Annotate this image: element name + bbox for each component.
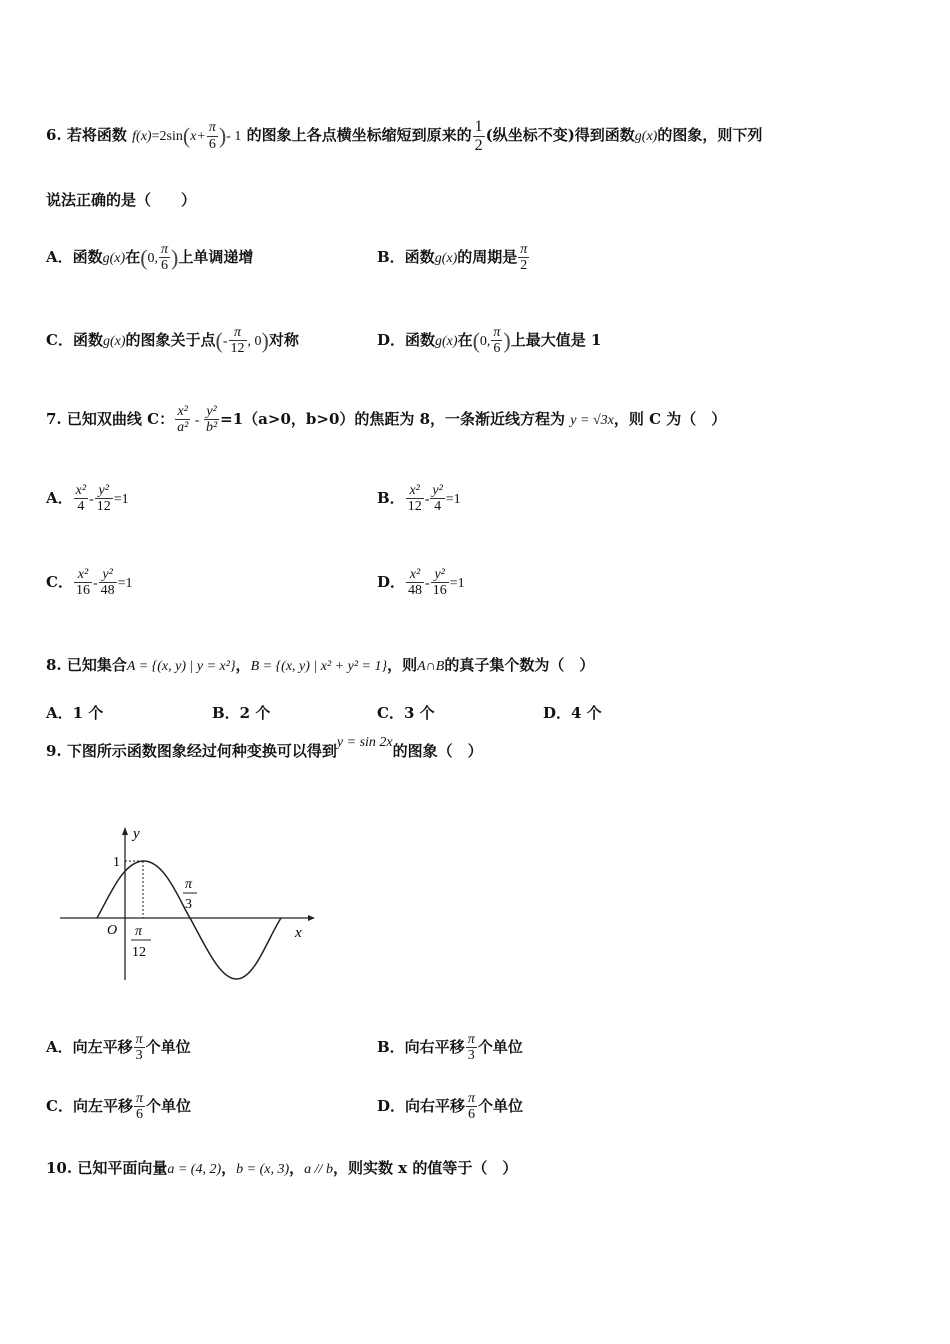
q9-stem: 9. 下图所示函数图象经过何种变换可以得到y = sin 2x的图象（ ）: [46, 735, 483, 760]
q10-parallel: a // b: [304, 1162, 333, 1177]
q6-after-half: (纵坐标不变)得到函数: [485, 126, 635, 145]
q6-option-d[interactable]: D．函数g(x)在(0, $\frac{\pi}{6}$ )上最大值是 1: [377, 325, 602, 357]
q6-g: g(x): [634, 129, 658, 145]
pi3-den: 3: [185, 897, 192, 912]
q7-stem: 7. 已知双曲线 C： $\frac{\text{x²}}{\text{a²}}$ - $\frac{\text{y²}}{\text{b²}}$ =1（a>0，b>0）的焦距为 8，一条渐近线方程为 y = √3x，则 C 为（ ）: [46, 404, 727, 436]
q8-option-b[interactable]: B．2 个: [212, 704, 271, 722]
one-label: 1: [113, 855, 120, 870]
q6-func-rhs: =2sin: [151, 129, 183, 145]
q6-func-lhs: f(x): [132, 129, 152, 145]
q8-option-d[interactable]: D．4 个: [543, 704, 602, 722]
q8-set-a: A = {(x, y) | y = x²}: [126, 659, 236, 674]
q6-end-text: 的图象，则下列: [657, 126, 763, 145]
q6-func-inner: x+: [190, 129, 206, 145]
q9-option-b[interactable]: B．向右平移 $\frac{\pi}{3}$ 个单位: [377, 1032, 523, 1064]
q9-option-c[interactable]: C．向左平移 $\frac{\pi}{6}$ 个单位: [46, 1091, 191, 1123]
q9-option-a[interactable]: A．向左平移 $\frac{\pi}{3}$ 个单位: [46, 1032, 191, 1064]
q7-option-b[interactable]: B． $\frac{\text{x²}}{12}$ - $\frac{\text{y²}}{4}$ =1: [377, 483, 461, 515]
q6-half-frac: $\frac{1}{2}$: [474, 118, 483, 154]
pi12-num: π: [135, 924, 143, 939]
q8-stem: 8. 已知集合A = {(x, y) | y = x²}，B = {(x, y) | x² + y² = 1}，则A∩B的真子集个数为（ ）: [46, 656, 595, 674]
q6-func-frac: $\frac{\pi}{6}$: [208, 120, 216, 152]
pi12-den: 12: [132, 945, 146, 960]
q6-mid-text: 的图象上各点横坐标缩短到原来的: [246, 126, 472, 145]
q8-intersection: A∩B: [417, 659, 445, 674]
q10-stem: 10. 已知平面向量a = (4, 2)，b = (x, 3)，a // b，则实数 x 的值等于（ ）: [46, 1159, 518, 1177]
origin-label: O: [107, 923, 118, 938]
q7-option-a[interactable]: A． $\frac{\text{x²}}{4}$ - $\frac{\text{y²}}{12}$ =1: [46, 483, 129, 515]
q8-option-c[interactable]: C．3 个: [377, 704, 435, 722]
q10-vector-b: b = (x, 3): [236, 1162, 290, 1177]
q6-intro: 若将函数: [66, 126, 127, 145]
q6-func-tail: - 1: [226, 129, 242, 145]
q7-option-c[interactable]: C． $\frac{\text{x²}}{16}$ - $\frac{\text{y²}}{48}$ =1: [46, 567, 133, 599]
q6-option-b[interactable]: B．函数g(x)的周期是 $\frac{\pi}{2}$: [377, 242, 528, 274]
y-axis-arrow: [122, 827, 128, 835]
q10-vector-a: a = (4, 2): [167, 1162, 222, 1177]
q6-number: 6.: [46, 126, 62, 145]
q9-sine-graph: [55, 820, 320, 990]
q6-line1: 6. 若将函数 f(x)=2sin(x+ $\frac{\pi}{6}$ )- 1 的图象上各点横坐标缩短到原来的 $\frac{1}{2}$ (纵坐标不变)得到函数g(x)的图象，则下列: [46, 118, 763, 154]
q8-set-b: B = {(x, y) | x² + y² = 1}: [250, 659, 388, 674]
q6-line2: 说法正确的是（ ）: [46, 191, 197, 209]
x-axis-arrow: [308, 915, 315, 921]
x-label: x: [295, 925, 302, 941]
q9-func: y = sin 2x: [336, 735, 393, 750]
q9-option-d[interactable]: D．向右平移 $\frac{\pi}{6}$ 个单位: [377, 1091, 524, 1123]
q7-asymptote: y = √3x: [570, 412, 614, 428]
q6-option-c[interactable]: C．函数g(x)的图象关于点(- $\frac{\pi}{12}$ , 0)对称: [46, 325, 299, 357]
q7-option-d[interactable]: D． $\frac{\text{x²}}{48}$ - $\frac{\text{y²}}{16}$ =1: [377, 567, 465, 599]
q6-option-a[interactable]: A．函数g(x)在(0, $\frac{\pi}{6}$ )上单调递增: [46, 242, 254, 274]
y-label: y: [133, 826, 140, 842]
q8-option-a[interactable]: A．1 个: [46, 704, 104, 722]
q7-eq: =1（a>0，b>0）的焦距为 8，一条渐近线方程为: [220, 409, 566, 428]
pi3-num: π: [185, 877, 193, 892]
